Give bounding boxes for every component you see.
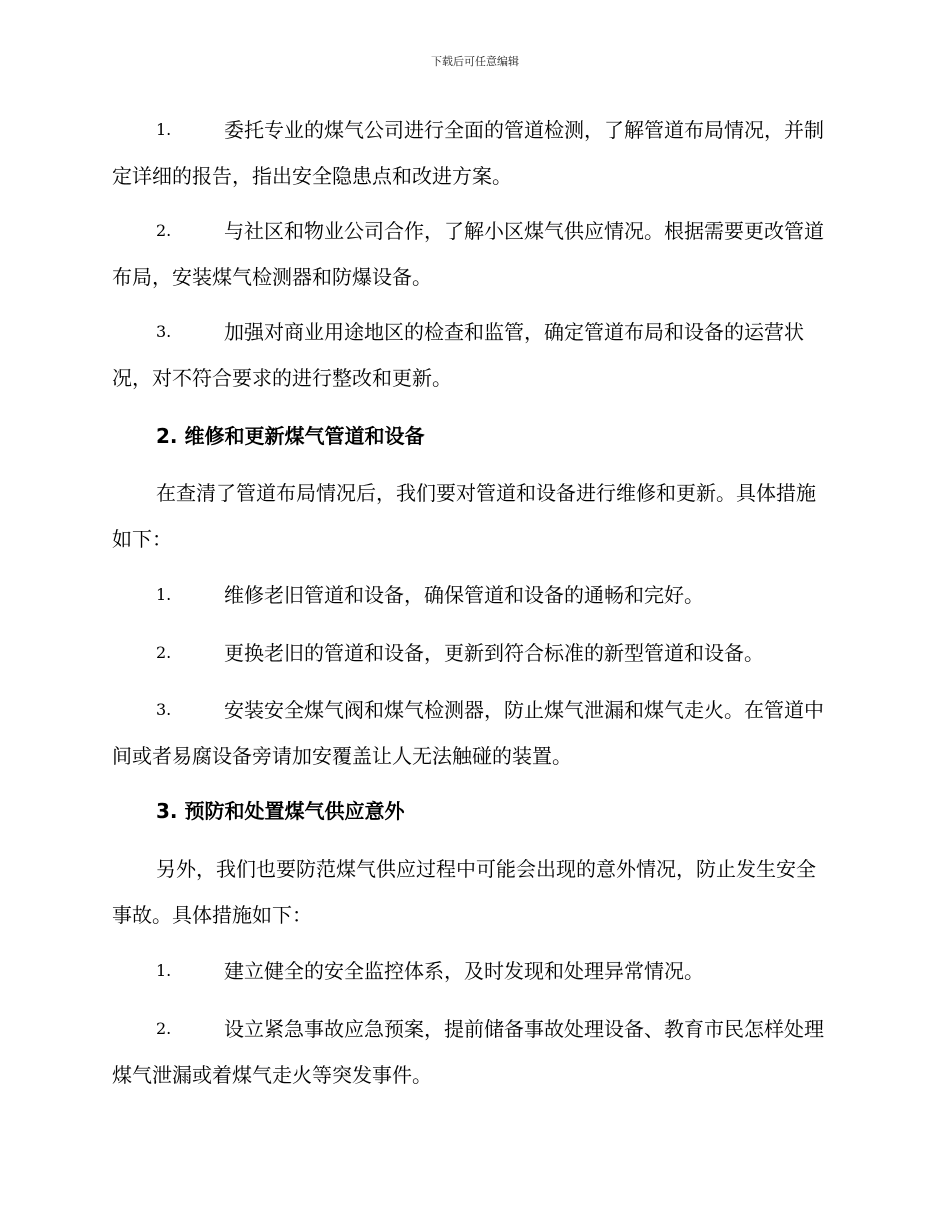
list-item-text: 加强对商业用途地区的检查和监管，确定管道布局和设备的运营状况，对不符合要求的进行整改和更新。	[112, 320, 804, 390]
list-item-text: 委托专业的煤气公司进行全面的管道检测，了解管道布局情况，并制定详细的报告，指出安全隐患点和改进方案。	[112, 118, 824, 188]
section-heading-number: 3.	[156, 799, 178, 823]
section-heading-number: 2.	[156, 424, 178, 448]
list-item-text: 维修老旧管道和设备，确保管道和设备的通畅和完好。	[224, 583, 704, 607]
paragraph-text: 另外，我们也要防范煤气供应过程中可能会出现的意外情况，防止发生安全事故。具体措施如下：	[112, 857, 816, 927]
list-item-number: 1.	[156, 585, 172, 604]
list-item-number: 1.	[156, 120, 172, 139]
paragraph-text: 在查清了管道布局情况后，我们要对管道和设备进行维修和更新。具体措施如下：	[112, 481, 816, 551]
list-item-number: 1.	[156, 961, 172, 980]
list-item-text: 建立健全的安全监控体系，及时发现和处理异常情况。	[224, 959, 704, 983]
list-item-number: 3.	[156, 700, 172, 719]
paragraph	[112, 470, 834, 562]
section-heading	[156, 413, 424, 459]
list-item	[112, 948, 834, 994]
list-item-text: 与社区和物业公司合作，了解小区煤气供应情况。根据需要更改管道布局，安装煤气检测器和防爆设备。	[112, 219, 824, 289]
section-heading	[156, 788, 404, 834]
list-item	[112, 1006, 834, 1098]
section-heading-title: 预防和处置煤气供应意外	[184, 799, 405, 823]
page-header: 下载后可任意编辑	[431, 55, 519, 68]
list-item	[112, 208, 834, 300]
list-item-number: 2.	[156, 1019, 172, 1038]
list-item-number: 2.	[156, 221, 172, 240]
list-item-text: 安装安全煤气阀和煤气检测器，防止煤气泄漏和煤气走火。在管道中间或者易腐设备旁请加安覆盖让人无法触碰的装置。	[112, 698, 824, 768]
list-item	[112, 107, 834, 199]
list-item	[112, 572, 834, 618]
list-item	[112, 630, 834, 676]
list-item-text: 更换老旧的管道和设备，更新到符合标准的新型管道和设备。	[224, 641, 764, 665]
list-item	[112, 309, 834, 401]
paragraph	[112, 846, 834, 938]
list-item-number: 3.	[156, 322, 172, 341]
section-heading-title: 维修和更新煤气管道和设备	[184, 424, 425, 448]
list-item-number: 2.	[156, 643, 172, 662]
list-item	[112, 687, 834, 779]
list-item-text: 设立紧急事故应急预案，提前储备事故处理设备、教育市民怎样处理煤气泄漏或着煤气走火等突发事件。	[112, 1017, 824, 1087]
